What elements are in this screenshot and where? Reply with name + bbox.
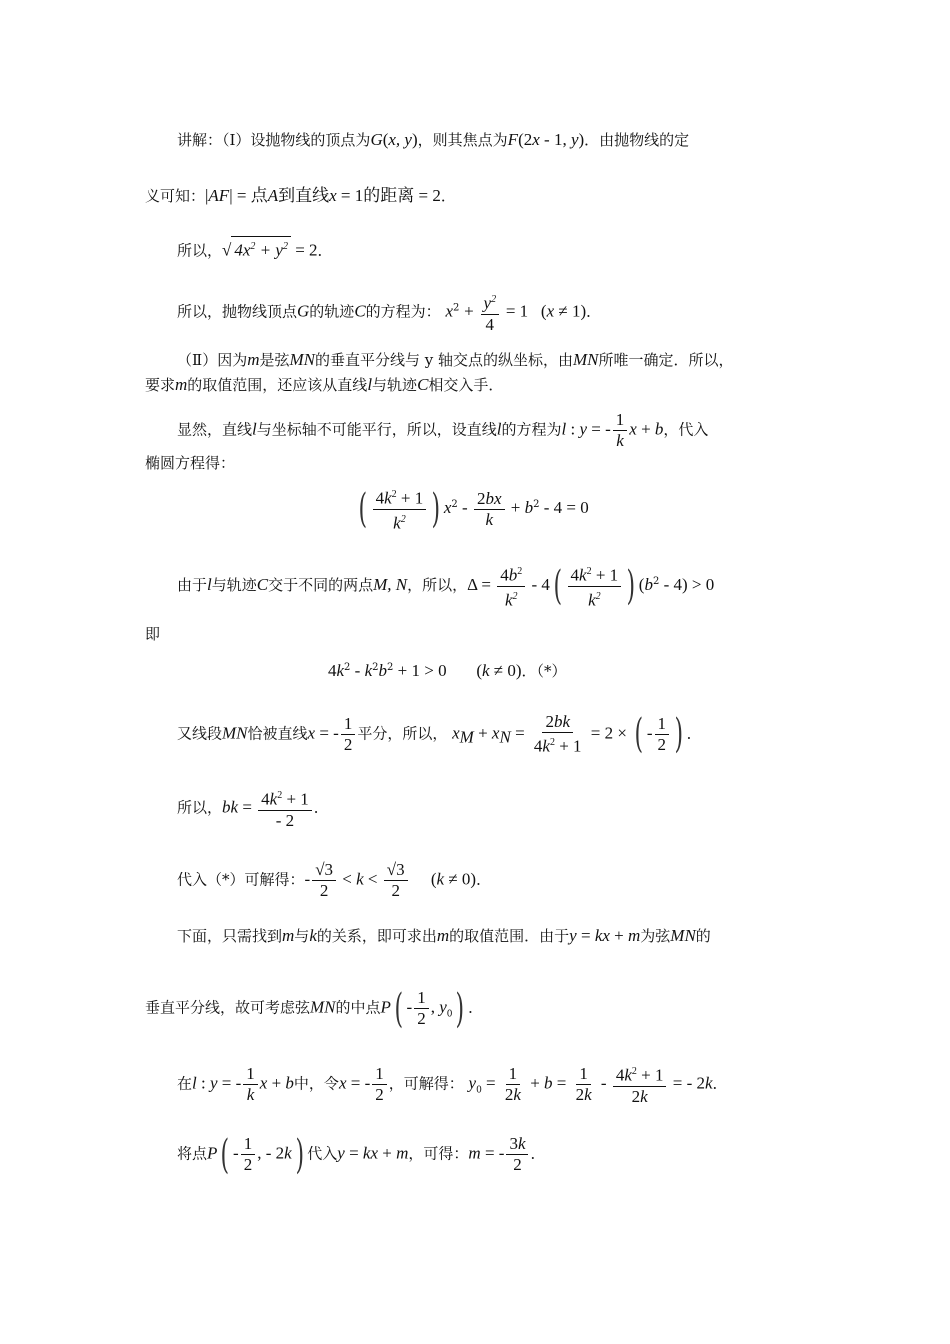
line-p2b: 要求m的取值范围，还应该从直线l与轨迹C相交入手． xyxy=(145,375,504,394)
line-p5: 又线段MN恰被直线x = - $\frac{1}{2}$ 平分，所以， $x_M + x_N$ = $\frac{2bk}{4k^2 + 1}$ = 2 × ( - $\frac{1}{2}$ ) ． xyxy=(177,711,702,758)
line-p3b: 椭圆方程得： xyxy=(145,454,236,472)
line-p4b: 即 xyxy=(145,625,161,643)
line-p7: 代入（*）可解得：- $\frac{√3}{2}$ < k < $\frac{√3}{2}$ (k ≠ 0)． xyxy=(177,860,492,900)
line-p4a: 由于l与轨迹C交于不同的两点M, N，所以，Δ = $\frac{4b^2}{k^2}$ - 4( $\frac{4k^2 + 1}{k^2}$ ) $(b^2 - 4) > 0$ xyxy=(177,563,715,610)
line-p1c: 所以，√ $4x^2 + y^2 = 2$． xyxy=(177,236,333,261)
line-p1b: 义可知：|AF| = 点A到直线x = 1的距离 = 2． xyxy=(145,186,456,205)
line-p3a: 显然，直线l与坐标轴不可能平行，所以，设直线l的方程为l : y = - $\frac{1}{k}$ x + b，代入 xyxy=(177,410,709,450)
line-p8a: 下面，只需找到m与k的关系，即可求出m的取值范围．由于y = kx + m为弦MN的 xyxy=(177,926,711,945)
line-p6: 所以，bk = $\frac{4k^2 + 1}{- 2}$ ． xyxy=(177,786,329,831)
line-p10: 将点P( - $\frac{1}{2}$ , - 2k) 代入y = kx + m，可得：m = - $\frac{3k}{2}$ ． xyxy=(177,1131,546,1178)
equation-2: $4k^2 - k^2b^2 + 1 > 0$ (k ≠ 0)．（*） xyxy=(328,661,567,680)
line-p1a: 讲解：（Ⅰ）设抛物线的顶点为G(x, y)，则其焦点为F(2x - 1, y)．由抛物线的定 xyxy=(177,130,690,149)
line-p2a: （Ⅱ）因为m是弦MN的垂直平分线与 y 轴交点的纵坐标，由MN所唯一确定．所以， xyxy=(177,350,734,369)
line-p9: 在l : y = - $\frac{1}{k}$ x + b中，令x = - $\frac{1}{2}$ ，可解得： $y_0$ = $\frac{1}{2k}$ + b = $\frac{1}{2k}$ - $\frac{4k^2 + 1}{2k}$ = - 2k． xyxy=(177,1063,728,1106)
line-p8b: 垂直平分线，故可考虑弦MN的中点P( - $\frac{1}{2}$ , $y_0$) ． xyxy=(145,985,484,1032)
line-p1d: 所以，抛物线顶点G的轨迹C的方程为： $x^2$ + $\frac{y^2}{4}$ = 1 (x ≠ 1)． xyxy=(177,290,601,335)
equation-1: ( $\frac{4k^2 + 1}{k^2}$ ) $x^2$ - $\frac{2bx}{k}$ + $b^2 - 4 = 0$ xyxy=(358,486,589,533)
